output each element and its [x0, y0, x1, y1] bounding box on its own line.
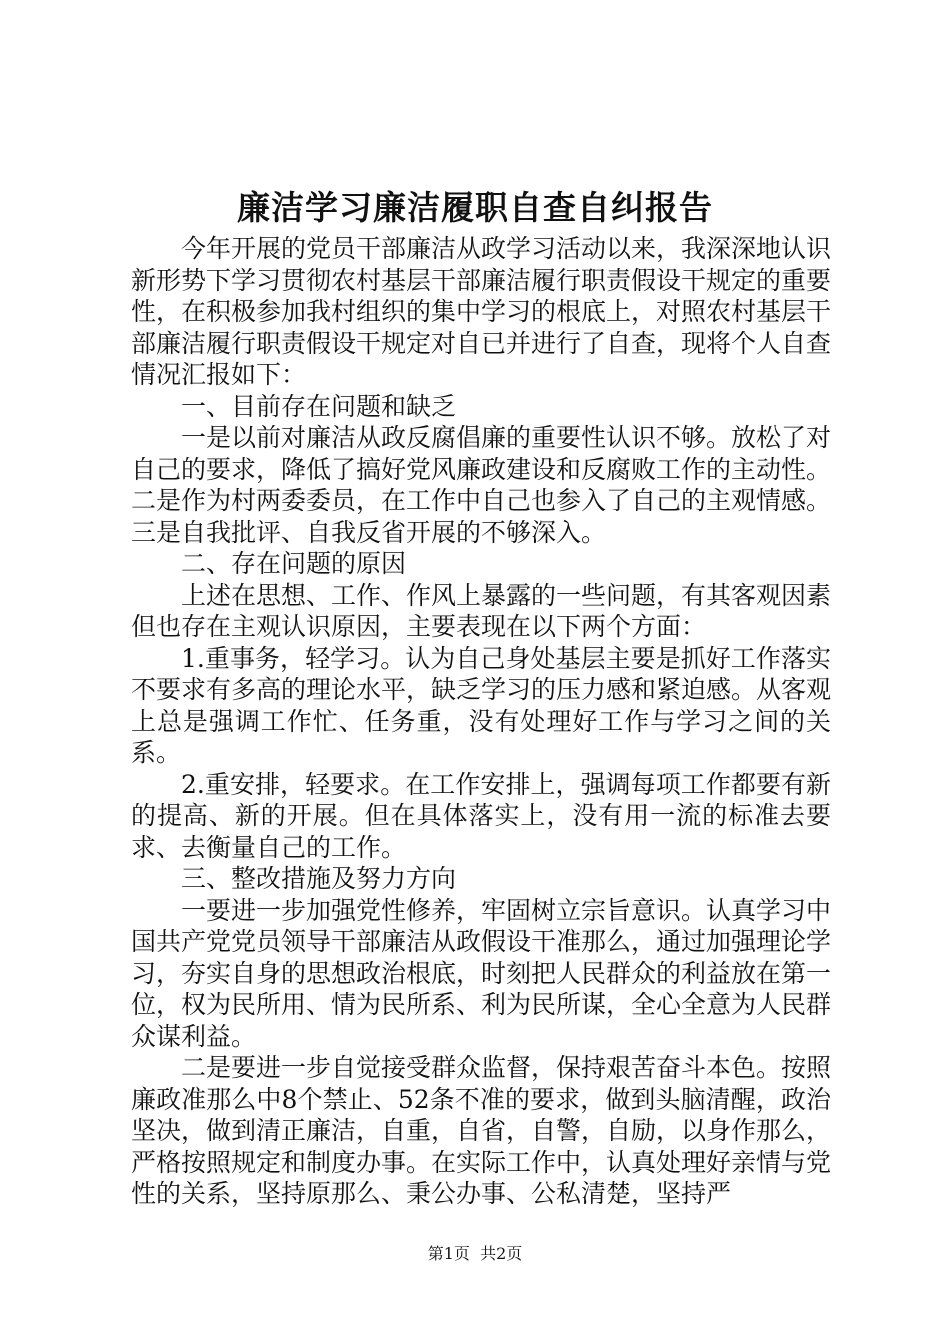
paragraph-measure-2: 二是要进一步自觉接受群众监督，保持艰苦奋斗本色。按照廉政准那么中8个禁止、52条不准的要求，做到头脑清醒，政治坚决，做到清正廉洁，自重，自省，自警，自励，以身作那么，严格按照规定和制度办事。在实际工作中，认真处理好亲情与党性的关系，坚持原那么、秉公办事、公私清楚，坚持严	[131, 1053, 832, 1208]
paragraph-causes: 上述在思想、工作、作风上暴露的一些问题，有其客观因素但也存在主观认识原因，主要表现在以下两个方面：	[131, 580, 832, 641]
paragraph-cause-2: 2.重安排，轻要求。在工作安排上，强调每项工作都要有新的提高、新的开展。但在具体落实上，没有用一流的标准去要求、去衡量自己的工作。	[131, 769, 831, 862]
section-heading-2: 二、存在问题的原因	[181, 549, 407, 578]
section-heading-1: 一、目前存在问题和缺乏	[181, 391, 457, 421]
paragraph-problems: 一是以前对廉洁从政反腐倡廉的重要性认识不够。放松了对自己的要求，降低了搞好党风廉政建设和反腐败工作的主动性。二是作为村两委委员，在工作中自己也参入了自己的主观情感。三是自我批评、自我反省开展的不够深入。	[131, 423, 832, 547]
paragraph-intro: 今年开展的党员干部廉洁从政学习活动以来，我深深地认识新形势下学习贯彻农村基层干部廉洁履行职责假设干规定的重要性，在积极参加我村组织的集中学习的根底上，对照农村基层干部廉洁履行职责假设干规定对自已并进行了自查，现将个人自查情况汇报如下：	[131, 234, 832, 389]
page-number-footer: 第1页 共2页	[427, 1244, 523, 1263]
section-heading-3: 三、整改措施及努力方向	[181, 864, 457, 893]
paragraph-cause-1: 1.重事务，轻学习。认为自己身处基层主要是抓好工作落实不要求有多高的理论水平，缺乏学习的压力感和紧迫感。从客观上总是强调工作忙、任务重，没有处理好工作与学习之间的关系。	[131, 643, 832, 767]
document-body	[131, 233, 831, 1210]
paragraph-measure-1: 一要进一步加强党性修养，牢固树立宗旨意识。认真学习中国共产党党员领导干部廉洁从政假设干准那么，通过加强理论学习，夯实自身的思想政治根底，时刻把人民群众的利益放在第一位，权为民所用、情为民所系、利为民所谋，全心全意为人民群众谋利益。	[131, 895, 832, 1051]
document-title: 廉洁学习廉洁履职自查自纠报告	[237, 188, 713, 227]
